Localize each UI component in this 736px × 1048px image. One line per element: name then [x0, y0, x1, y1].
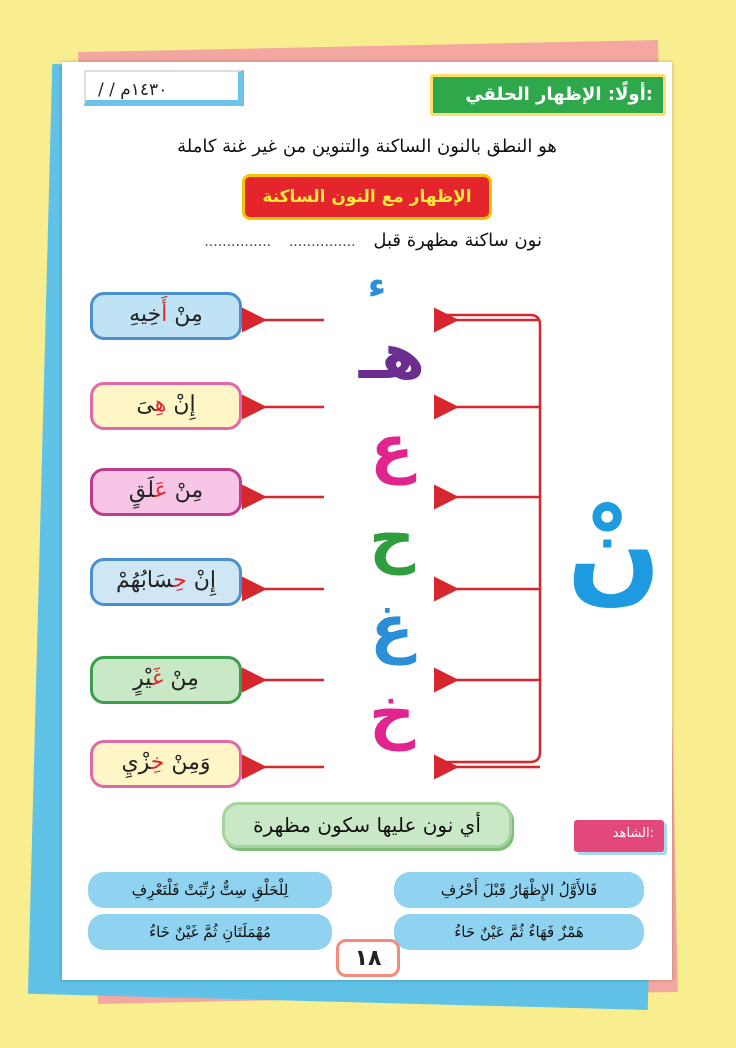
bracket-line — [446, 315, 540, 762]
example-suffix: سَابُهُمْ — [115, 568, 174, 593]
example-box-4 — [90, 656, 242, 704]
topic-banner: الإظهار مع النون الساكنة — [242, 174, 492, 220]
example-box-2 — [90, 468, 242, 516]
example-box-3 — [90, 558, 242, 606]
example-prefix: إِنْ — [186, 568, 217, 593]
example-prefix: مِنْ — [163, 666, 199, 691]
verse-left-2: مُهْمَلَتَانِ ثُمَّ غَيْنٌ خَاءُ — [88, 914, 332, 950]
example-box-0 — [90, 292, 242, 340]
prompt-text: نون ساكنة مظهرة قبل — [373, 230, 542, 251]
letter-1: ع — [370, 412, 414, 486]
example-highlight-letter: عَ — [154, 478, 168, 503]
fill-in-prompt — [192, 230, 542, 251]
verse-right-2: هَمْزٌ فَهَاءٌ ثُمَّ عَيْنٌ حَاءُ — [394, 914, 644, 950]
example-box-5 — [90, 740, 242, 788]
example-suffix: لَقٍ — [128, 478, 155, 503]
summary-pill: أي نون عليها سكون مظهرة — [222, 802, 512, 848]
blank-1[interactable]: ............... — [288, 234, 356, 250]
letter-0: هـ — [358, 320, 426, 394]
verse-left-1: لِلْحَلْقِ سِتٌّ رُتِّبَتْ فَلْتَعْرِفِ — [88, 872, 332, 908]
example-prefix: إِنْ — [166, 392, 196, 417]
example-highlight-letter: غَ — [151, 666, 164, 691]
letter-2: ح — [368, 502, 416, 576]
letter-3: غ — [370, 592, 414, 666]
page-number: ١٨ — [336, 939, 400, 977]
example-suffix: يْرٍ — [133, 666, 152, 691]
example-box-1 — [90, 382, 242, 430]
example-suffix: زْيِ — [121, 750, 151, 775]
example-suffix: ىَ — [136, 392, 155, 417]
example-highlight-letter: أَ — [161, 302, 168, 327]
letter-4: خ — [368, 678, 416, 752]
section-title: أولًا: الإظهار الحلقي: — [430, 74, 666, 116]
worksheet-page — [62, 62, 672, 980]
definition-text: هو النطق بالنون الساكنة والتنوين من غير غنة كاملة — [177, 136, 557, 157]
example-prefix: وَمِنْ — [164, 750, 211, 775]
date-field[interactable]: / / ١٤٣٠م — [84, 70, 244, 106]
blank-2[interactable]: ............... — [204, 234, 272, 250]
shahid-label: الشاهد: — [574, 820, 664, 852]
verse-right-1: فَالأَوَّلُ الإِظْهَارُ قَبْلَ أَحْرُفِ — [394, 872, 644, 908]
example-prefix: مِنْ — [167, 478, 204, 503]
noon-sakinah-symbol: نْ — [567, 488, 661, 616]
example-highlight-letter: حِ — [173, 568, 187, 593]
letter-hamza: ء — [367, 265, 387, 306]
example-highlight-letter: هِ — [154, 392, 167, 417]
example-suffix: خِيهِ — [129, 302, 162, 327]
example-highlight-letter: خِ — [150, 750, 165, 775]
example-prefix: مِنْ — [167, 302, 203, 327]
